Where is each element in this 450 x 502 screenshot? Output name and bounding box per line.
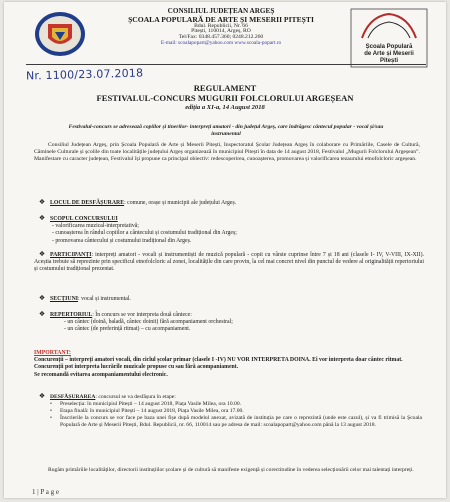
section-scopul	[34, 214, 424, 245]
important-text-2: Concurenții pot interpreta lucrările muzicale propuse cu sau fără acompaniament.	[34, 364, 239, 371]
title-regulament: REGULAMENT	[193, 83, 257, 93]
section-scopul-head: SCOPUL CONCURSULUI	[50, 216, 118, 222]
document-page	[4, 2, 446, 498]
scopul-item: - valorificarea muzical-interpretativă;	[52, 223, 139, 230]
school-name: ȘCOALA POPULARĂ DE ARTE ȘI MESERII PITEȘTI	[128, 14, 314, 24]
document-subtitle: Festivalul-concurs se adresează copiilor și tinerilor- interpreți amatori - din județul Argeș, care îndrăgesc cântecul popular - vocal și/sau instrumental	[68, 124, 384, 137]
section-repertoriu-head: REPERTORIUL	[50, 312, 93, 318]
svg-text:de Arte și Meserii: de Arte și Meserii	[364, 51, 414, 57]
document-title	[4, 84, 446, 111]
diamond-bullet-icon: ❖	[38, 214, 46, 222]
letterhead	[4, 2, 446, 72]
section-sectiuni-head: SECȚIUNI	[50, 296, 79, 302]
section-sectiuni-text: : vocal și instrumental.	[78, 296, 131, 302]
section-desfasurare	[34, 392, 422, 429]
section-participanti-text: : interpreți amatori - vocali și instrumentiști de muzică populară - copii cu vârste cuprinse între 7 și 18 ani (clasele I- IV, V-VIII, IX-XII). Aceștia trebuie să reprezinte prin specificul etnofolcloric al zonei, localitățile din care provin, la cel mai concret nivel din punctul de vedere al originalității repertoriului și costumului tradițional prezentat.	[34, 252, 424, 273]
diamond-bullet-icon: ❖	[38, 294, 46, 302]
section-repertoriu-text: : În concurs se vor interpreta două cântece:	[92, 312, 192, 318]
repertoriu-item: - un cântec (de preferință ritmat) – cu acompaniament.	[64, 326, 191, 333]
desfasurare-item: • Înscrierile la concurs se vor face pe baza unei fișe după modelul anexat, avizată de instituția pe care o reprezintă (unde este cazul), și va fi trimisă la Școala Populară de Arte și Meserii Pitești, Bdul. Republicii, nr. 66, 110014 sau pe adresa de mail: scoalapopart@yahoo.com până la 13 august 2018.	[34, 415, 422, 429]
desfasurare-item: • Etapa finală: în municipiul Pitești – 14 august 2018, Piața Vasile Milea, ora 17.00.	[34, 408, 422, 415]
section-sectiuni	[34, 294, 424, 303]
letterhead-text	[96, 8, 346, 47]
desfasurare-item: • Preselecția: în municipiul Pitești – 14 august 2018, Piața Vasile Milea, ora 10.00.	[34, 401, 422, 408]
page-footer: 1 | P a g e	[32, 488, 59, 496]
title-festival: FESTIVALUL-CONCURS MUGURII FOLCLORULUI ARGEȘEAN	[96, 92, 354, 103]
contact-line: E-mail: scoalapopart@yahoo.com www.scoala-popart.ro	[160, 40, 282, 47]
repertoriu-item: - un cântec (doină, baladă, cântec doinit) fără acompaniament orchestral;	[64, 319, 233, 326]
registration-number: Nr. 1100/23.07.2018	[25, 66, 144, 83]
section-participanti	[34, 250, 424, 274]
header-divider	[26, 64, 426, 65]
title-edition: ediția a XI-a, 14 August 2018	[185, 103, 265, 111]
city-line: Pitești, 110014, Argeș, RO	[191, 28, 251, 35]
important-text-1: Concurenții – interpreți amatori vocali, din ciclul școlar primar (clasele I -IV) NU VOR INTERPRETA DOINA. Ei vor interpreta doar cântec ritmat.	[34, 357, 403, 364]
address-line: Bdul. Republicii, Nr. 66	[194, 22, 248, 29]
county-coat-of-arms-logo	[34, 10, 86, 58]
school-logo	[350, 8, 428, 68]
county-council-name: CONSILIUL JUDEȚEAN ARGEȘ	[167, 7, 275, 15]
diamond-bullet-icon: ❖	[38, 392, 46, 400]
phone-line: Tel/Fax: 0348.457.360; 0248.212.260	[178, 34, 264, 41]
diamond-bullet-icon: ❖	[38, 198, 46, 206]
closing-paragraph: Rugăm primăriile localităților, directorii instituțiilor școlare și de cultură să manifeste exigență și corectitudine în vederea selecționării celor mai talentați interpreți.	[48, 467, 414, 473]
scopul-item: - cunoașterea în rândul copiilor a cântecului și costumului tradițional din Argeș;	[52, 230, 237, 237]
section-locul-text: : comune, orașe și municipii ale județului Argeș.	[124, 200, 237, 206]
diamond-bullet-icon: ❖	[38, 250, 46, 258]
intro-paragraph: Consiliul Județean Argeș, prin Școala Populară de Arte și Meserii Pitești, Inspectoratul Școlar Județean Argeș în colaborare cu Primăriile, Casele de Cultură, Căminele Culturale și școlile din toate localitățile județului Argeș organizează în municipiul Pitești în data de 14 august 2018, Festivalul „Mugurii Folclorului Argeșean”. Manifestare cu caracter județean, Festivalul își propune ca principal obiectiv: redescoperirea, cunoașterea, promovarea și valorificarea tezaurului etnofolcloric argeșean.	[34, 142, 420, 163]
svg-text:Școala Populară: Școala Populară	[365, 44, 413, 50]
important-text-3: Se recomandă evitarea acompaniamentului electronic.	[34, 371, 168, 378]
section-locul	[34, 198, 424, 207]
section-repertoriu	[34, 310, 424, 334]
scopul-item: - promovarea cântecului și costumului tradițional din Argeș.	[52, 237, 192, 244]
section-desfasurare-head: DESFĂȘURAREA	[50, 394, 96, 400]
section-participanti-head: PARTICIPANȚI	[50, 252, 92, 258]
section-desfasurare-intro: : concursul se va desfășura în etape:	[95, 394, 176, 400]
desfasurare-list	[34, 401, 422, 429]
section-locul-head: LOCUL DE DESFĂȘURARE	[50, 200, 125, 206]
important-notice	[34, 350, 422, 379]
svg-text:Pitești: Pitești	[379, 58, 399, 64]
diamond-bullet-icon: ❖	[38, 310, 46, 318]
important-head: IMPORTANT:	[34, 350, 71, 356]
